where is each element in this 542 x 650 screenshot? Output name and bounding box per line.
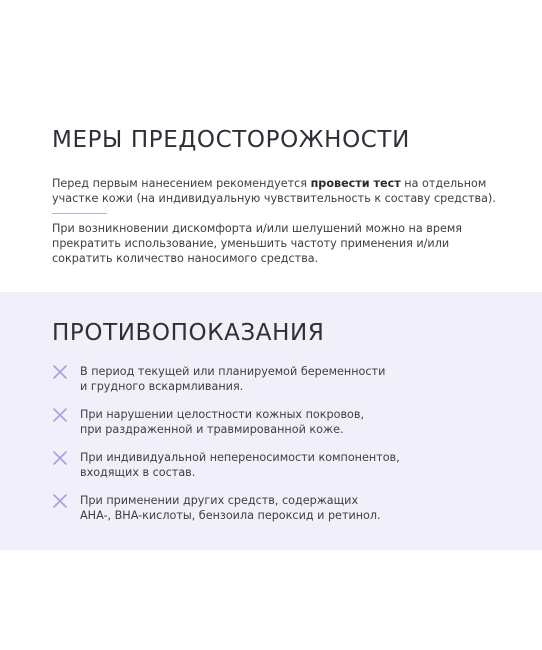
contraindications-list <box>52 364 492 536</box>
list-item-line: и грудного вскармливания. <box>80 380 244 393</box>
precautions-paragraph-test-bold: провести тест <box>310 177 401 190</box>
list-item-line: При нарушении целостности кожных покровов, <box>80 408 365 421</box>
cross-icon <box>52 450 68 466</box>
cross-icon <box>52 364 68 380</box>
precautions-paragraph-test <box>52 176 512 206</box>
list-item-line: В период текущей или планируемой беременности <box>80 365 386 378</box>
section-divider <box>52 213 107 214</box>
list-item <box>52 407 492 437</box>
precautions-paragraph-discomfort: При возникновении дискомфорта и/или шелушений можно на время прекратить использование, уменьшить частоту применения и/или сократить количество наносимого средства. <box>52 222 463 265</box>
precautions-section <box>52 126 512 266</box>
list-item-line: AHA-, BHA-кислоты, бензоила пероксид и ретинол. <box>80 509 381 522</box>
list-item <box>52 493 492 523</box>
contraindications-section <box>0 292 542 550</box>
cross-icon <box>52 407 68 423</box>
list-item <box>52 450 492 480</box>
list-item-text <box>80 364 385 394</box>
contraindications-title: ПРОТИВОПОКАЗАНИЯ <box>52 320 325 346</box>
cross-icon <box>52 493 68 509</box>
precautions-paragraph-test-before: Перед первым нанесением рекомендуется <box>52 177 311 190</box>
list-item-text <box>80 407 364 437</box>
list-item-text <box>80 493 381 523</box>
list-item <box>52 364 492 394</box>
list-item-line: при раздраженной и травмированной коже. <box>80 423 344 436</box>
list-item-line: При индивидуальной непереносимости компонентов, <box>80 451 400 464</box>
list-item-line: При применении других средств, содержащих <box>80 494 359 507</box>
list-item-line: входящих в состав. <box>80 466 196 479</box>
precautions-paragraph-test-after: на отдельном участке кожи (на индивидуальную чувствительность к составу средства). <box>52 177 496 205</box>
precautions-title: МЕРЫ ПРЕДОСТОРОЖНОСТИ <box>52 127 410 153</box>
list-item-text <box>80 450 400 480</box>
